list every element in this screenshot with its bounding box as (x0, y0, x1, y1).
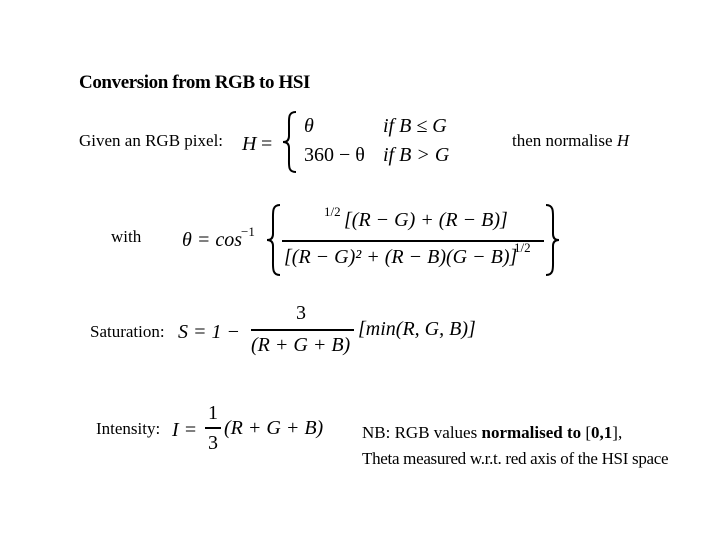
theta-lhs: θ = cos (182, 229, 242, 251)
saturation-numerator: 3 (296, 302, 306, 324)
theta-right-brace (542, 203, 562, 277)
theta-fraction-bar (282, 240, 544, 242)
note-line-1 (362, 423, 622, 443)
hue-label: Given an RGB pixel: (79, 131, 224, 150)
note-prefix: NB: RGB values (362, 423, 482, 442)
hue-note (512, 131, 629, 151)
hue-note-text: then normalise (512, 131, 613, 150)
hue-brace (280, 110, 300, 174)
note-bold: normalised to (481, 423, 582, 442)
note-line-2: Theta measured w.r.t. red axis of the HSI space (362, 449, 669, 468)
theta-denominator: [(R − G)² + (R − B)(G − B)] (284, 246, 518, 268)
saturation-label: Saturation: (90, 322, 165, 341)
intensity-denominator: 3 (208, 432, 218, 454)
hue-case2-value: 360 − θ (304, 144, 365, 166)
hue-var: H (242, 133, 257, 155)
saturation-denominator: (R + G + B) (251, 334, 351, 356)
hue-note-var: H (616, 131, 630, 150)
saturation-fraction-bar (251, 329, 354, 331)
theta-numerator-coef: 1/2 (324, 204, 341, 219)
hue-case2-condition: if B > G (383, 144, 450, 166)
intensity-label: Intensity: (96, 419, 161, 438)
theta-exponent: −1 (241, 224, 255, 239)
hue-case1-condition: if B ≤ G (383, 115, 447, 137)
hue-equals: = (261, 133, 273, 155)
theta-left-brace (264, 203, 284, 277)
intensity-fraction-bar (205, 427, 221, 429)
saturation-lhs: S = 1 − (178, 321, 240, 343)
hue-case1-value: θ (304, 115, 314, 137)
theta-denominator-exponent: 1/2 (514, 240, 531, 255)
note-range: 0,1 (591, 423, 613, 442)
intensity-lhs: I = (172, 419, 198, 441)
note-suffix: ], (612, 423, 623, 442)
theta-label: with (111, 227, 142, 246)
saturation-tail: [min(R, G, B)] (358, 318, 476, 340)
note-mid: [ (581, 423, 592, 442)
theta-numerator: [(R − G) + (R − B)] (344, 209, 508, 231)
intensity-numerator: 1 (208, 402, 218, 424)
intensity-tail: (R + G + B) (224, 417, 324, 439)
page-title: Conversion from RGB to HSI (79, 72, 310, 93)
